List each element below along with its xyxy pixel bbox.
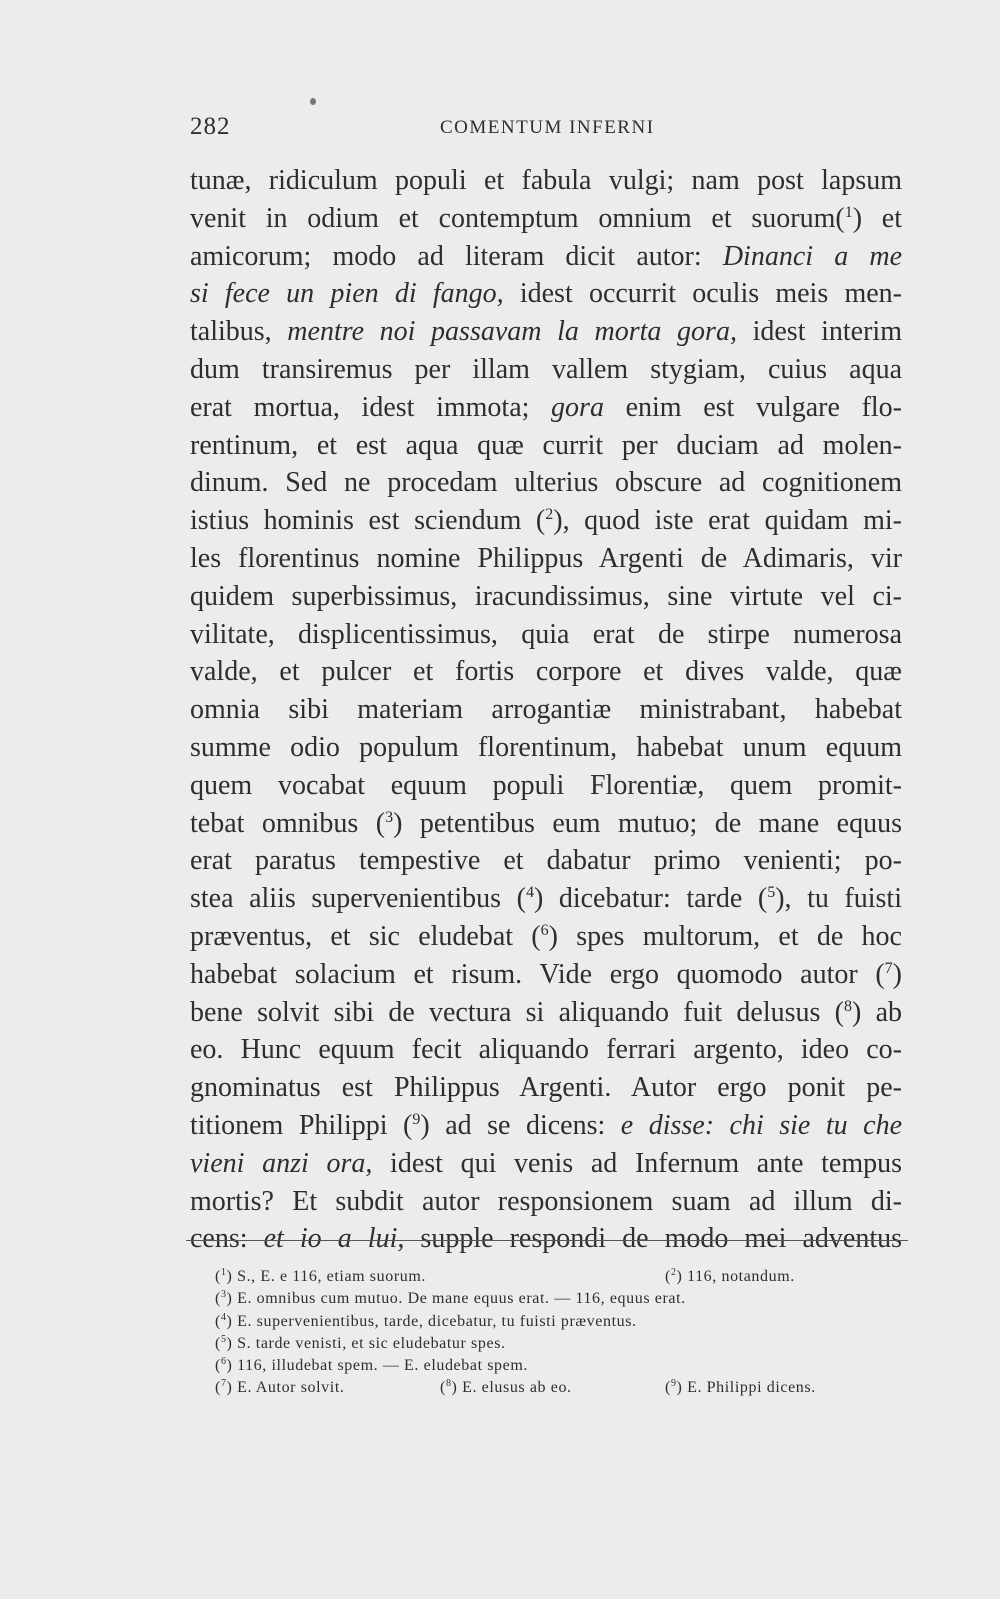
text-run: omnia sibi materiam arrogantiæ ministrabant, habebat xyxy=(190,694,902,726)
footnote-mark: 9 xyxy=(670,1378,677,1390)
text-line xyxy=(190,729,902,767)
footnote: ($^8$) E. elusus ab eo. xyxy=(440,1378,572,1397)
text-line xyxy=(190,200,902,238)
text-line xyxy=(190,767,902,805)
text-line xyxy=(190,842,902,880)
footnote-reference: 2 xyxy=(545,506,554,524)
footnote: ($^6$) 116, illudebat spem. — E. eludebat spem. xyxy=(215,1356,528,1375)
text-line xyxy=(190,918,902,956)
text-run: stea aliis supervenientibus ( xyxy=(190,883,526,915)
ink-speck xyxy=(310,98,316,105)
text-run: istius hominis est sciendum ( xyxy=(190,505,546,537)
footnote-text: E. Philippi dicens. xyxy=(687,1379,816,1397)
footnote-mark: 6 xyxy=(220,1356,227,1368)
text-run: eo. Hunc equum fecit aliquando ferrari argento, ideo co- xyxy=(190,1034,902,1066)
text-run: tebat omnibus ( xyxy=(190,807,386,839)
text-run: les florentinus nomine Philippus Argenti de Adimaris, vir xyxy=(190,542,902,574)
text-run: ) ad se dicens: xyxy=(420,1109,621,1141)
footnote: ($^4$) E. supervenientibus, tarde, dicebatur, tu fuisti præventus. xyxy=(215,1311,637,1330)
text-run: enim est vulgare flo- xyxy=(603,391,902,423)
text-line xyxy=(190,653,902,691)
text-line xyxy=(190,1145,902,1183)
text-line xyxy=(190,389,902,427)
footnote-divider xyxy=(186,1240,908,1241)
footnote: ($^5$) S. tarde venisti, et sic eludebatur spes. xyxy=(215,1333,506,1352)
text-line xyxy=(190,162,902,200)
footnote-row xyxy=(215,1351,865,1373)
running-title: COMENTUM INFERNI xyxy=(440,117,655,138)
footnote: ($^9$) E. Philippi dicens. xyxy=(665,1378,816,1397)
text-run: præventus, et sic eludebat ( xyxy=(190,920,541,952)
text-run: talibus, xyxy=(190,316,288,348)
footnote-row xyxy=(215,1307,865,1329)
quotation: et io a lui, xyxy=(263,1223,405,1255)
quotation: gora xyxy=(551,391,604,423)
text-line xyxy=(190,616,902,654)
footnote: ($^3$) E. omnibus cum mutuo. De mane equus erat. — 116, equus erat. xyxy=(215,1289,686,1308)
text-run: ), quod iste erat quidam mi- xyxy=(553,505,902,537)
quotation: Dinanci a me xyxy=(722,240,902,272)
text-run: supple respondi de modo mei adventus xyxy=(404,1223,903,1255)
text-line xyxy=(190,427,902,465)
text-run: venit in odium et contemptum omnium et suorum( xyxy=(190,202,845,234)
text-line xyxy=(190,578,902,616)
text-run: gnominatus est Philippus Argenti. Autor ergo ponit pe- xyxy=(190,1072,902,1104)
page-number: 282 xyxy=(190,113,231,140)
footnote-reference: 8 xyxy=(843,997,852,1015)
text-run: quidem superbissimus, iracundissimus, sine virtute vel ci- xyxy=(190,580,902,612)
text-run: ) spes multorum, et de hoc xyxy=(548,920,902,952)
text-run: bene solvit sibi de vectura si aliquando fuit delusus ( xyxy=(190,996,844,1028)
text-line xyxy=(190,691,902,729)
text-line xyxy=(190,805,902,843)
footnote-row xyxy=(215,1373,865,1395)
text-line xyxy=(190,880,902,918)
footnote-text: 116, illudebat spem. — E. eludebat spem. xyxy=(237,1357,528,1375)
text-line xyxy=(190,540,902,578)
text-line xyxy=(190,351,902,389)
text-run: rentinum, et est aqua quæ currit per duciam ad molen- xyxy=(190,429,902,461)
footnote-row xyxy=(215,1262,865,1284)
footnote-text: E. Autor solvit. xyxy=(237,1379,345,1397)
text-line xyxy=(190,238,902,276)
text-line xyxy=(190,1183,902,1221)
text-run: valde, et pulcer et fortis corpore et dives valde, quæ xyxy=(190,656,902,688)
text-line xyxy=(190,1031,902,1069)
text-run: ) petentibus eum mutuo; de mane equus xyxy=(393,807,902,839)
text-line xyxy=(190,502,902,540)
text-line xyxy=(190,275,902,313)
text-run: dinum. Sed ne procedam ulterius obscure ad cognitionem xyxy=(190,467,902,499)
text-run: dum transiremus per illam vallem stygiam, cuius aqua xyxy=(190,353,902,385)
text-run: quem vocabat equum populi Florentiæ, quem promit- xyxy=(190,769,902,801)
footnote-reference: 9 xyxy=(412,1110,421,1128)
text-run: ) ab xyxy=(851,996,902,1028)
footnotes xyxy=(215,1262,865,1396)
text-run: titionem Philippi ( xyxy=(190,1109,413,1141)
text-run: mortis? Et subdit autor responsionem suam ad illum di- xyxy=(190,1185,902,1217)
text-line xyxy=(190,956,902,994)
quotation: e disse: chi sie tu che xyxy=(620,1109,903,1141)
footnote-reference: 7 xyxy=(884,959,893,977)
text-line xyxy=(190,313,902,351)
text-run: erat paratus tempestive et dabatur primo venienti; po- xyxy=(190,845,902,877)
text-run: erat mortua, idest immota; xyxy=(190,391,552,423)
text-run: idest interim xyxy=(736,316,902,348)
footnote-reference: 4 xyxy=(525,884,534,902)
main-text xyxy=(190,162,902,1258)
text-line xyxy=(190,464,902,502)
text-run: ) et xyxy=(852,202,903,234)
footnote-mark: 7 xyxy=(220,1378,227,1390)
footnote-row xyxy=(215,1329,865,1351)
footnote-reference: 3 xyxy=(385,808,394,826)
footnote-mark: 2 xyxy=(670,1267,677,1278)
footnote: ($^1$) S., E. e 116, etiam suorum. xyxy=(215,1267,426,1285)
footnote-reference: 5 xyxy=(767,884,776,902)
footnote-text: S. tarde venisti, et sic eludebatur spes. xyxy=(237,1334,506,1352)
footnote-text: S., E. e 116, etiam suorum. xyxy=(237,1268,426,1285)
text-line xyxy=(190,1107,902,1145)
footnote-mark: 3 xyxy=(220,1289,227,1301)
text-run: idest occurrit oculis meis men- xyxy=(503,278,902,310)
text-line xyxy=(190,1069,902,1107)
text-line xyxy=(190,994,902,1032)
quotation: mentre noi passavam la morta gora, xyxy=(287,316,737,348)
quotation: vieni anzi ora, xyxy=(190,1147,373,1179)
text-run: tunæ, ridiculum populi et fabula vulgi; nam post lapsum xyxy=(190,165,902,196)
text-run: cens: xyxy=(190,1223,264,1255)
footnote-mark: 1 xyxy=(220,1267,227,1278)
page-header xyxy=(190,113,890,153)
text-run: ), tu fuisti xyxy=(775,883,902,915)
footnote-reference: 1 xyxy=(844,203,853,221)
quotation: si fece un pien di fango, xyxy=(190,278,504,310)
footnote-text: E. supervenientibus, tarde, dicebatur, tu fuisti præventus. xyxy=(237,1312,637,1330)
footnote: ($^7$) E. Autor solvit. xyxy=(215,1378,345,1397)
footnote-mark: 4 xyxy=(220,1311,227,1323)
text-run: idest qui venis ad Infernum ante tempus xyxy=(372,1147,903,1179)
text-run: habebat solacium et risum. Vide ergo quomodo autor ( xyxy=(190,958,885,990)
footnote-row xyxy=(215,1284,865,1306)
footnote-mark: 8 xyxy=(445,1378,452,1390)
text-run: summe odio populum florentinum, habebat unum equum xyxy=(190,731,902,763)
text-run: ) xyxy=(892,958,902,990)
footnote-text: E. omnibus cum mutuo. De mane equus erat. — 116, equus erat. xyxy=(237,1290,686,1308)
text-run: vilitate, displicentissimus, quia erat de stirpe numerosa xyxy=(190,618,902,650)
text-run: amicorum; modo ad literam dicit autor: xyxy=(190,240,723,272)
text-run: ) dicebatur: tarde ( xyxy=(533,883,768,915)
footnote: ($^2$) 116, notandum. xyxy=(665,1267,795,1285)
footnote-text: E. elusus ab eo. xyxy=(462,1379,572,1397)
footnote-text: 116, notandum. xyxy=(687,1268,795,1285)
footnote-reference: 6 xyxy=(540,921,549,939)
footnote-mark: 5 xyxy=(220,1333,227,1345)
